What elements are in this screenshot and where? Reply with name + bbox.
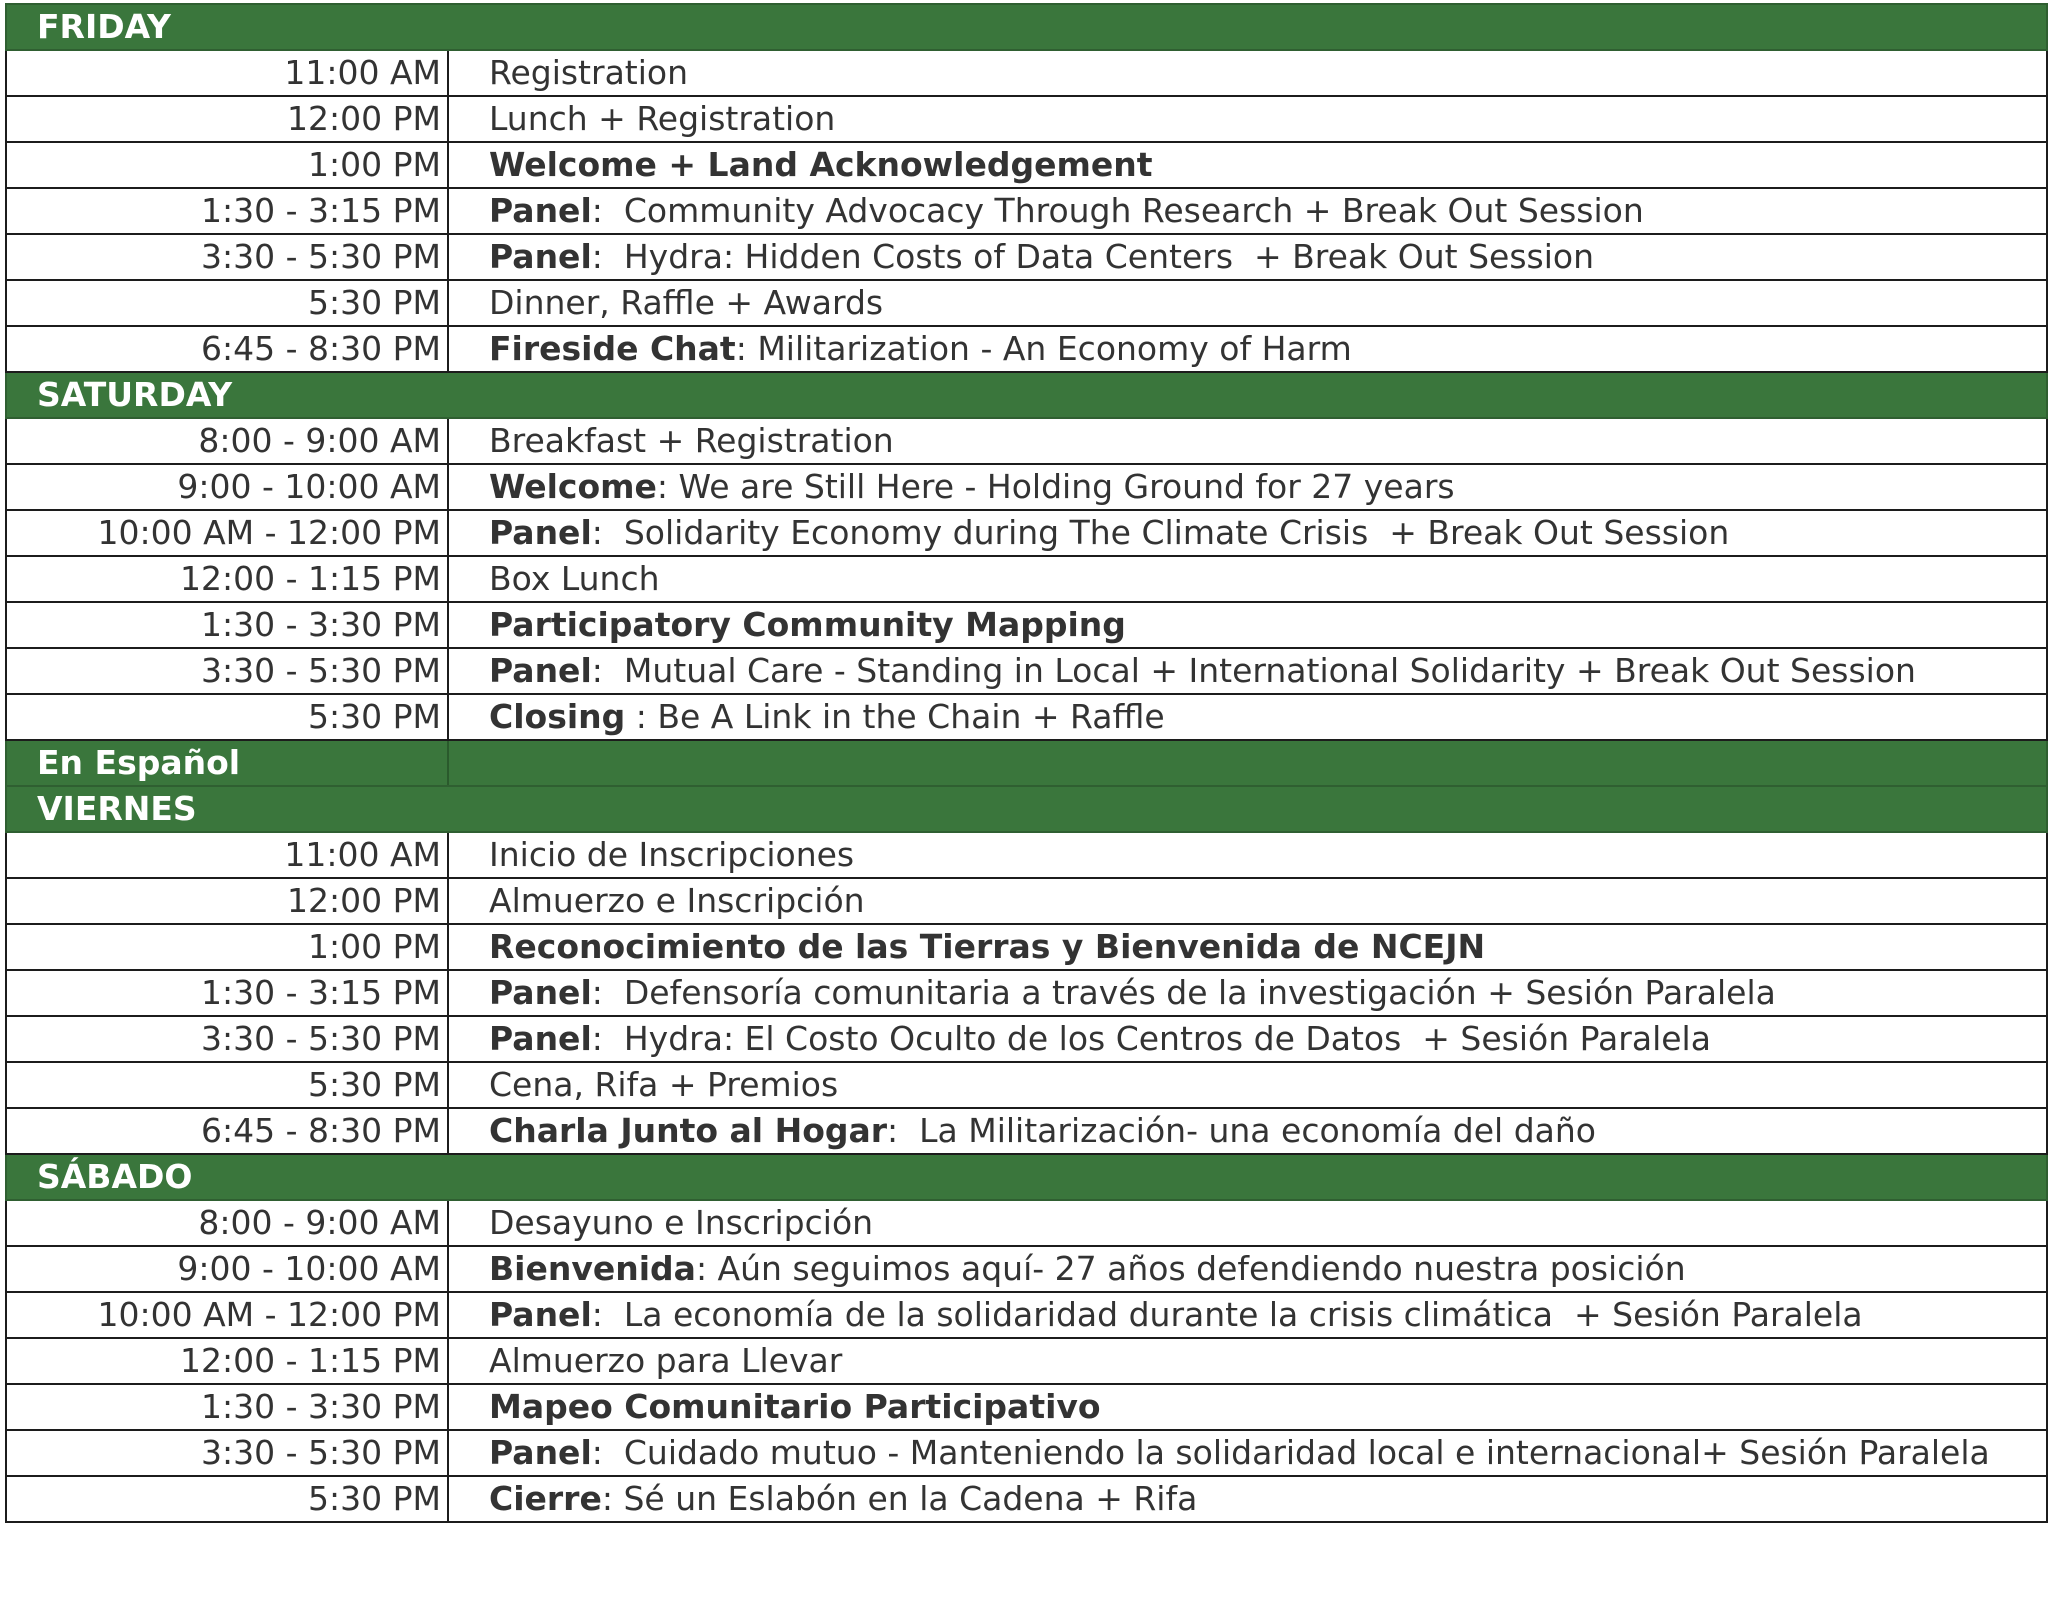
event-cell [448, 970, 2047, 1016]
event-title-bold: Panel [489, 1295, 592, 1334]
schedule-row [6, 96, 2047, 142]
event-cell [448, 1430, 2047, 1476]
schedule-body [6, 4, 2047, 1522]
schedule-row [6, 556, 2047, 602]
event-title-bold: Closing [489, 697, 626, 736]
section-header-filler [448, 740, 2047, 786]
schedule-row [6, 326, 2047, 372]
event-cell [448, 50, 2047, 96]
time-cell: 12:00 PM [6, 878, 448, 924]
time-cell: 6:45 - 8:30 PM [6, 1108, 448, 1154]
event-title-bold: Panel [489, 651, 592, 690]
schedule-row [6, 50, 2047, 96]
event-description: : Sé un Eslabón en la Cadena + Rifa [601, 1479, 1198, 1518]
event-title-bold: Charla Junto al Hogar [489, 1111, 888, 1150]
schedule-row [6, 602, 2047, 648]
event-cell [448, 418, 2047, 464]
event-title-bold: Welcome + Land Acknowledgement [489, 145, 1153, 184]
schedule-row [6, 1062, 2047, 1108]
schedule-row [6, 1384, 2047, 1430]
time-cell: 3:30 - 5:30 PM [6, 234, 448, 280]
event-cell [448, 1200, 2047, 1246]
time-cell: 1:30 - 3:15 PM [6, 970, 448, 1016]
time-cell: 8:00 - 9:00 AM [6, 1200, 448, 1246]
schedule-row [6, 1246, 2047, 1292]
time-cell: 11:00 AM [6, 832, 448, 878]
event-description: : La Militarización- una economía del daño [887, 1111, 1596, 1150]
event-cell [448, 648, 2047, 694]
time-cell: 5:30 PM [6, 694, 448, 740]
event-description: : Mutual Care - Standing in Local + International Solidarity + Break Out Session [591, 651, 1916, 690]
time-cell: 6:45 - 8:30 PM [6, 326, 448, 372]
time-cell: 5:30 PM [6, 1062, 448, 1108]
schedule-row [6, 970, 2047, 1016]
event-cell [448, 1476, 2047, 1522]
time-cell: 12:00 PM [6, 96, 448, 142]
event-cell [448, 280, 2047, 326]
day-header-label: SATURDAY [6, 372, 2047, 418]
time-cell: 9:00 - 10:00 AM [6, 464, 448, 510]
event-title-bold: Participatory Community Mapping [489, 605, 1126, 644]
event-description: : We are Still Here - Holding Ground for 27 years [656, 467, 1455, 506]
event-description: : Aún seguimos aquí- 27 años defendiendo nuestra posición [695, 1249, 1686, 1288]
event-cell [448, 602, 2047, 648]
day-header-row [6, 4, 2047, 50]
event-description: Almuerzo e Inscripción [489, 881, 865, 920]
day-header-row [6, 1154, 2047, 1200]
time-cell: 10:00 AM - 12:00 PM [6, 510, 448, 556]
event-cell [448, 96, 2047, 142]
event-cell [448, 464, 2047, 510]
event-cell [448, 1338, 2047, 1384]
event-title-bold: Cierre [489, 1479, 602, 1518]
event-description: Box Lunch [489, 559, 660, 598]
time-cell: 1:00 PM [6, 924, 448, 970]
event-cell [448, 924, 2047, 970]
schedule-row [6, 142, 2047, 188]
event-cell [448, 878, 2047, 924]
time-cell: 1:30 - 3:30 PM [6, 1384, 448, 1430]
section-header-label: En Español [6, 740, 448, 786]
time-cell: 1:30 - 3:15 PM [6, 188, 448, 234]
event-description: Almuerzo para Llevar [489, 1341, 843, 1380]
time-cell: 11:00 AM [6, 50, 448, 96]
schedule-row [6, 878, 2047, 924]
event-description: : Community Advocacy Through Research + Break Out Session [591, 191, 1644, 230]
day-header-label: SÁBADO [6, 1154, 2047, 1200]
event-title-bold: Panel [489, 237, 592, 276]
event-cell [448, 326, 2047, 372]
time-cell: 10:00 AM - 12:00 PM [6, 1292, 448, 1338]
event-description: : La economía de la solidaridad durante la crisis climática + Sesión Paralela [591, 1295, 1863, 1334]
schedule-row [6, 1430, 2047, 1476]
schedule-row [6, 280, 2047, 326]
event-description: Breakfast + Registration [489, 421, 894, 460]
time-cell: 3:30 - 5:30 PM [6, 648, 448, 694]
event-description: : Hydra: El Costo Oculto de los Centros de Datos + Sesión Paralela [591, 1019, 1711, 1058]
time-cell: 1:00 PM [6, 142, 448, 188]
time-cell: 5:30 PM [6, 280, 448, 326]
time-cell: 1:30 - 3:30 PM [6, 602, 448, 648]
schedule-row [6, 924, 2047, 970]
event-title-bold: Fireside Chat [489, 329, 736, 368]
time-cell: 8:00 - 9:00 AM [6, 418, 448, 464]
time-cell: 3:30 - 5:30 PM [6, 1016, 448, 1062]
schedule-row [6, 1292, 2047, 1338]
event-description: : Defensoría comunitaria a través de la investigación + Sesión Paralela [591, 973, 1776, 1012]
event-description: : Hydra: Hidden Costs of Data Centers + Break Out Session [591, 237, 1594, 276]
event-cell [448, 142, 2047, 188]
event-cell [448, 1016, 2047, 1062]
event-cell [448, 1292, 2047, 1338]
event-description: Cena, Rifa + Premios [489, 1065, 839, 1104]
event-cell [448, 1108, 2047, 1154]
time-cell: 3:30 - 5:30 PM [6, 1430, 448, 1476]
event-cell [448, 234, 2047, 280]
event-cell [448, 694, 2047, 740]
event-description: Lunch + Registration [489, 99, 836, 138]
schedule-row [6, 234, 2047, 280]
event-title-bold: Welcome [489, 467, 657, 506]
event-description: : Be A Link in the Chain + Raffle [625, 697, 1165, 736]
event-title-bold: Panel [489, 191, 592, 230]
day-header-label: VIERNES [6, 786, 2047, 832]
event-description: : Solidarity Economy during The Climate Crisis + Break Out Session [591, 513, 1730, 552]
schedule-row [6, 464, 2047, 510]
event-description: : Militarization - An Economy of Harm [735, 329, 1352, 368]
schedule-row [6, 648, 2047, 694]
time-cell: 5:30 PM [6, 1476, 448, 1522]
event-title-bold: Panel [489, 513, 592, 552]
event-cell [448, 832, 2047, 878]
schedule-row [6, 1200, 2047, 1246]
schedule-row [6, 1016, 2047, 1062]
event-title-bold: Mapeo Comunitario Participativo [489, 1387, 1101, 1426]
time-cell: 12:00 - 1:15 PM [6, 1338, 448, 1384]
day-header-row [6, 372, 2047, 418]
event-cell [448, 1246, 2047, 1292]
event-description: : Cuidado mutuo - Manteniendo la solidaridad local e internacional+ Sesión Paralela [591, 1433, 1990, 1472]
schedule-row [6, 510, 2047, 556]
day-header-row [6, 786, 2047, 832]
event-title-bold: Panel [489, 1019, 592, 1058]
time-cell: 12:00 - 1:15 PM [6, 556, 448, 602]
event-title-bold: Reconocimiento de las Tierras y Bienvenida de NCEJN [489, 927, 1486, 966]
schedule-row [6, 1476, 2047, 1522]
time-cell: 9:00 - 10:00 AM [6, 1246, 448, 1292]
schedule-row [6, 832, 2047, 878]
schedule-table [5, 3, 2048, 1523]
schedule-row [6, 1338, 2047, 1384]
event-title-bold: Bienvenida [489, 1249, 696, 1288]
schedule-row [6, 188, 2047, 234]
section-header-row [6, 740, 2047, 786]
schedule-row [6, 694, 2047, 740]
day-header-label: FRIDAY [6, 4, 2047, 50]
schedule-row [6, 418, 2047, 464]
event-cell [448, 1062, 2047, 1108]
event-description: Dinner, Raffle + Awards [489, 283, 884, 322]
event-cell [448, 556, 2047, 602]
event-description: Registration [489, 53, 688, 92]
event-description: Desayuno e Inscripción [489, 1203, 874, 1242]
event-title-bold: Panel [489, 973, 592, 1012]
event-cell [448, 1384, 2047, 1430]
event-title-bold: Panel [489, 1433, 592, 1472]
schedule-row [6, 1108, 2047, 1154]
event-cell [448, 188, 2047, 234]
event-cell [448, 510, 2047, 556]
event-description: Inicio de Inscripciones [489, 835, 855, 874]
